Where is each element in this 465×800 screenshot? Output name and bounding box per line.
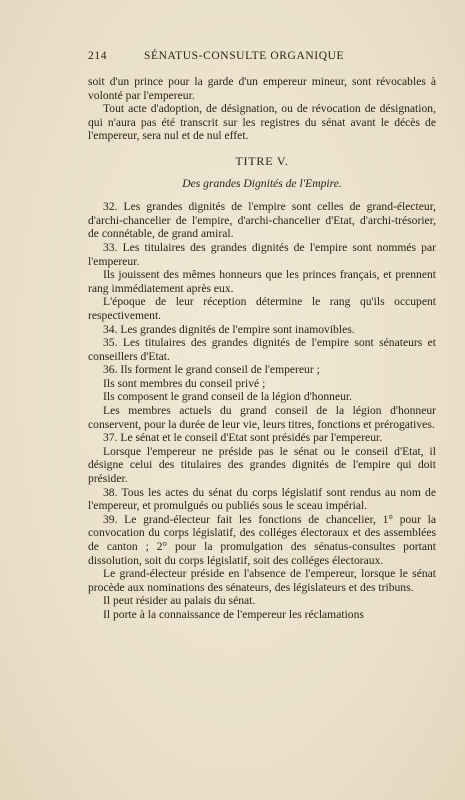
paragraph: Le grand-électeur préside en l'absence de l'empereur, lorsque le sénat procède aux nominations des sénateurs, des législateurs et des tribuns. xyxy=(88,567,436,594)
page-header xyxy=(88,50,433,66)
section-subtitle: Des grandes Dignités de l'Empire. xyxy=(182,176,342,190)
paragraph: L'époque de leur réception détermine le rang qu'ils occupent respectivement. xyxy=(88,295,436,322)
article-36: 36. Ils forment le grand conseil de l'empereur ; xyxy=(103,363,320,377)
article-38: 38. Tous les actes du sénat du corps législatif sont rendus au nom de l'empereur, et promulgués ou publiés sous le sceau impérial. xyxy=(88,485,436,513)
paragraph: Tout acte d'adoption, de désignation, ou de révocation de désignation, qui n'aura pas été transcrit sur les registres du sénat avant le décès de l'empereur, sera nul et de nul effet. xyxy=(88,102,436,143)
article-33: 33. Les titulaires des grandes dignités de l'empire sont nommés par l'empereur. xyxy=(88,240,436,268)
running-title: SÉNATUS-CONSULTE ORGANIQUE xyxy=(144,50,345,62)
article-32: 32. Les grandes dignités de l'empire sont celles de grand-électeur, d'archi-chancelier de l'empire, d'archi-chancelier d'Etat, d'archi-trésorier, de connétable, de grand amiral. xyxy=(88,200,436,241)
paragraph: Lorsque l'empereur ne préside pas le sénat ou le conseil d'Etat, il désigne celui des titulaires des grandes dignités de l'empire qui doit présider. xyxy=(88,444,436,486)
paragraph: Ils jouissent des mêmes honneurs que les princes français, et prennent rang immédiatement après eux. xyxy=(88,268,436,295)
article-35: 35. Les titulaires des grandes dignités de l'empire sont sénateurs et conseillers d'Etat. xyxy=(88,336,436,363)
body-text xyxy=(88,75,436,622)
page-number: 214 xyxy=(88,50,108,62)
section-title: TITRE V. xyxy=(235,153,289,168)
article-39: 39. Le grand-électeur fait les fonctions de chancelier, 1° pour la convocation du corps législatif, des colléges électoraux et des assemblées de canton ; 2° pour la promulgation des sénatus-consultes portant dissolution, soit du corps législatif, soit des colléges électoraux. xyxy=(88,512,436,567)
paragraph: Les membres actuels du grand conseil de la légion d'honneur conservent, pour la durée de leur vie, leurs titres, fonctions et prérogatives. xyxy=(88,404,436,431)
paragraph: Ils composent le grand conseil de la légion d'honneur. xyxy=(103,390,353,404)
paragraph: Il porte à la connaissance de l'empereur les réclamations xyxy=(103,607,364,621)
article-37: 37. Le sénat et le conseil d'Etat sont présidés par l'empereur. xyxy=(103,431,383,445)
paragraph: soit d'un prince pour la garde d'un empereur mineur, sont révocables à volonté par l'empereur. xyxy=(88,75,436,102)
paragraph: Il peut résider au palais du sénat. xyxy=(103,594,256,608)
article-34: 34. Les grandes dignités de l'empire sont inamovibles. xyxy=(103,322,355,336)
paragraph: Ils sont membres du conseil privé ; xyxy=(103,376,266,390)
